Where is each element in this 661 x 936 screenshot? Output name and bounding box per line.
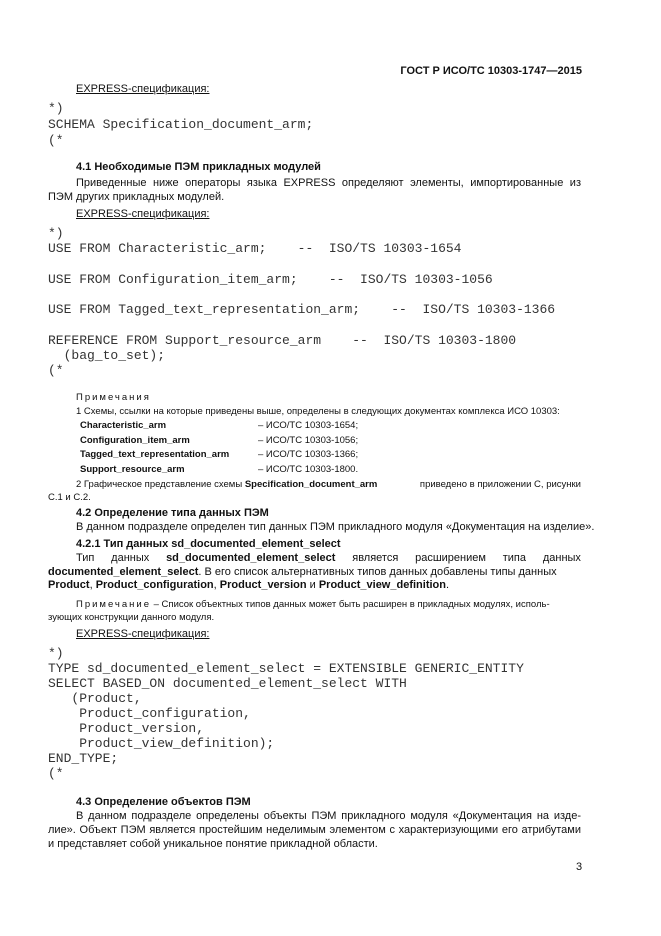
ref-name: Support_resource_arm (80, 464, 185, 475)
word: расширением (415, 552, 486, 564)
section-heading: 4.2.1 Тип данных sd_documented_element_select (76, 538, 341, 550)
code-line: SELECT BASED_ON documented_element_select WITH (48, 676, 407, 691)
paragraph-line: В данном подразделе определены объекты ПЭМ прикладного модуля «Документация на изде- (76, 810, 581, 822)
code-line: Product_view_definition); (48, 736, 275, 751)
type-name: documented_element_select (48, 566, 199, 578)
code-line: *) (48, 646, 64, 661)
notes-heading: Примечания (76, 392, 151, 403)
schema-name: Specification_document_arm (244, 479, 378, 490)
paragraph-line (48, 565, 557, 579)
code-line: *) (48, 101, 64, 116)
paragraph-line: Приведенные ниже операторы языка EXPRESS определяют элементы, импортированные из (76, 177, 581, 189)
note-text: 2 Графическое представление схемы (76, 479, 245, 490)
word: типа (502, 552, 527, 564)
code-line: (* (48, 133, 64, 148)
note-text: зующих конструкции данного модуля. (48, 612, 215, 623)
code-line: (* (48, 363, 64, 378)
express-spec-label: EXPRESS-спецификация: (76, 208, 210, 220)
note-text: С.1 и С.2. (48, 492, 91, 503)
code-line: (Product, (48, 691, 142, 706)
paragraph-line: ПЭМ других прикладных модулей. (48, 191, 225, 203)
code-line: TYPE sd_documented_element_select = EXTENSIBLE GENERIC_ENTITY (48, 661, 524, 676)
ref-doc: – ИСО/ТС 10303-1366; (258, 449, 359, 460)
document-header: ГОСТ Р ИСО/ТС 10303-1747—2015 (400, 65, 582, 77)
note-label: Примечание (76, 599, 151, 610)
ref-name: Characteristic_arm (80, 420, 167, 431)
code-line: REFERENCE FROM Support_resource_arm -- ISO/TS 10303-1800 (48, 333, 517, 348)
type-name: Product_configuration (95, 579, 214, 591)
word: данных (542, 552, 581, 564)
word: данных (111, 552, 150, 564)
ref-doc: – ИСО/ТС 10303-1056; (258, 435, 359, 446)
text: и (306, 579, 319, 591)
ref-name: Tagged_text_representation_arm (80, 449, 230, 460)
code-line: Product_configuration, (48, 706, 251, 721)
text: . В его список альтернативных типов данных добавлены типы данных (198, 566, 557, 578)
paragraph-line: и представляет собой уникальное понятие прикладной области. (48, 838, 378, 850)
paragraph-line (76, 551, 581, 565)
express-spec-label: EXPRESS-спецификация: (76, 628, 210, 640)
note-text: – Список объектных типов данных может быть расширен в прикладных модулях, исполь- (151, 599, 550, 610)
text: , (89, 579, 96, 591)
paragraph-line (48, 578, 449, 592)
ref-doc: – ИСО/ТС 10303-1654; (258, 420, 359, 431)
code-line: *) (48, 226, 64, 241)
section-heading: 4.1 Необходимые ПЭМ прикладных модулей (76, 161, 321, 173)
section-heading: 4.2 Определение типа данных ПЭМ (76, 507, 269, 519)
type-name: Product_version (219, 579, 307, 591)
code-line: USE FROM Characteristic_arm; -- ISO/TS 10303-1654 (48, 241, 462, 256)
paragraph-line: лие». Объект ПЭМ является простейшим неделимым элементом с характеризующими его атрибутами (48, 824, 581, 836)
paragraph-line: В данном подразделе определен тип данных ПЭМ прикладного модуля «Документация на изделие». (76, 521, 595, 533)
code-line: Product_version, (48, 721, 205, 736)
page-number: 3 (576, 861, 583, 873)
code-line: USE FROM Configuration_item_arm; -- ISO/TS 10303-1056 (48, 272, 493, 287)
section-heading: 4.3 Определение объектов ПЭМ (76, 796, 251, 808)
word: Тип (76, 552, 95, 564)
express-spec-label: EXPRESS-спецификация: (76, 83, 210, 95)
code-line: USE FROM Tagged_text_representation_arm; -- ISO/TS 10303-1366 (48, 302, 556, 317)
code-line: END_TYPE; (48, 751, 119, 766)
code-line: SCHEMA Specification_document_arm; (48, 117, 314, 132)
word: является (352, 552, 399, 564)
code-line: (bag_to_set); (48, 348, 166, 363)
text: . (445, 579, 450, 591)
type-name: Product (48, 579, 90, 591)
ref-doc: – ИСО/ТС 10303-1800. (258, 464, 359, 475)
type-name: Product_view_definition (318, 579, 446, 591)
note-text (76, 598, 550, 611)
note-text: приведено в приложении С, рисунки (419, 479, 581, 490)
text: , (213, 579, 220, 591)
note-text (76, 478, 581, 491)
note-text: 1 Схемы, ссылки на которые приведены выше, определены в следующих документах комплекса ИСО 10303: (76, 406, 560, 417)
ref-name: Configuration_item_arm (80, 435, 190, 446)
type-name: sd_documented_element_select (166, 552, 336, 564)
code-line: (* (48, 766, 64, 781)
